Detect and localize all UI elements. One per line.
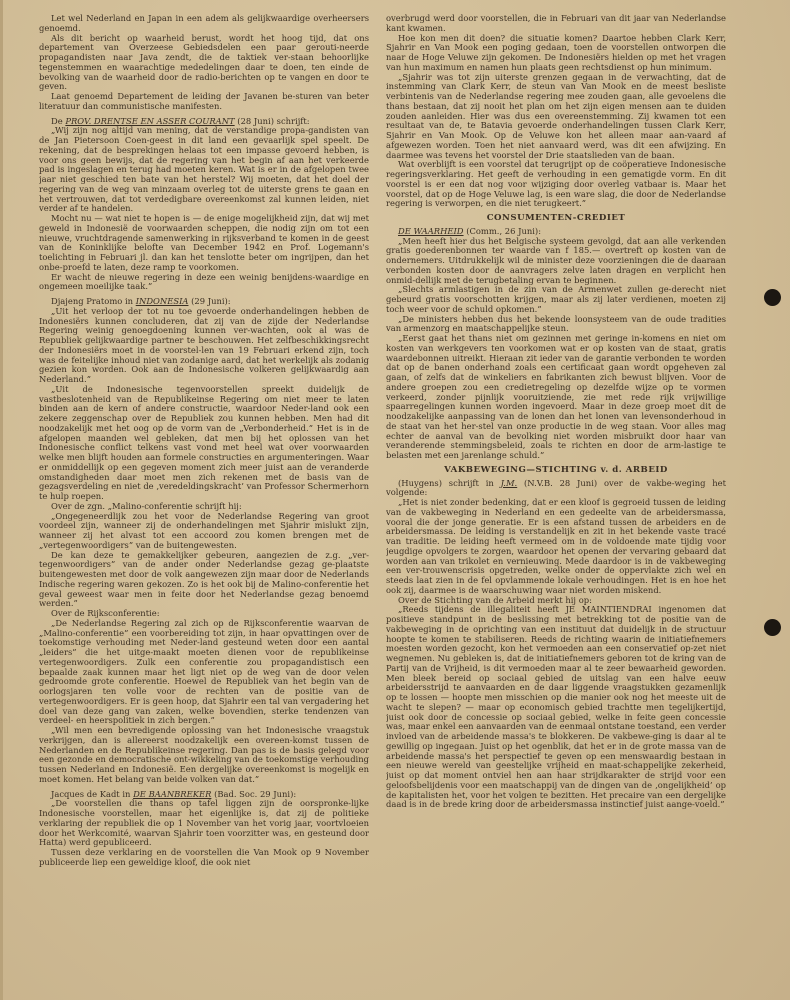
paragraph: Tussen deze verklaring en de voorstellen die Van Mook op 9 November publiceerde liep een geweldige kloof, die ook niet bbox=[39, 847, 369, 867]
publication-name: J.M. bbox=[500, 477, 518, 488]
paragraph: Laat genoemd Departement de leiding der Javanen be-sturen van beter literatuur dan communistische manifesten. bbox=[39, 91, 369, 111]
paragraph: Over de zgn. „Malino-conferentie schrijft hij: bbox=[51, 500, 242, 511]
section-heading: VAKBEWEGING—STICHTING v. d. ARBEID bbox=[444, 464, 668, 475]
paragraph: „Uit de Indonesische tegenvoorstellen spreekt duidelijk de vastbeslotenheid van de Republikeinse Regering om niet meer te laten binden aan de kern of andere constructie, waardoor Neder-land ook een zekere zeggenschap over de Republiek zou kunnen hebben. Men had dit noodzakelijk met het oog op de vorm van de „Verbonderheid.” Het is in de afgelopen maanden wel gebleken, dat men bij het oplossen van het Indonesische conflict telkens vast vond met heel wat over voorwaarden welke men blijft houden aan formele constructies en argumenteringen. Waar er onmiddellijk op een gegeven moment zich meer juist aan de veranderde omstandigheden daar moet men zich rekenen met de basis van de gezagsverdeling en niet de ‚veredeldingskracht’ van Professor Schermerhorn te hulp roepen. bbox=[39, 383, 369, 501]
page-left-edge bbox=[0, 0, 3, 1000]
paragraph: „De voorstellen die thans op tafel liggen zijn de oorspronke-lijke Indonesische voorstellen, maar het eigenlijke is, dat zij de politieke verklaring der republiek die op 1 November van het vorig jaar, voortvloeien door het Werkcomité, waarvan Sjahrir toen voorzitter was, en gesteund door Hatta) werd gepubliceerd. bbox=[39, 798, 369, 848]
punch-hole-top bbox=[764, 289, 781, 306]
left-column bbox=[39, 14, 369, 986]
paragraph: „Het is niet zonder bedenking, dat er een kloof is gegroeid tussen de leiding van de vakbeweging in Nederland en een gedeelte van de arbeidersmassa, vooral die der jonge generatie. Er is een afstand tussen de arbeiders en de arbeidersmassa. De leiding is verstandelijk en zit in het bekende vaste tracé van traditie. De leiding heeft vermeed om in de voldoende mate tijdig voor jeugdige opvolgers te zorgen, waardoor het openen der vervaring gebaard dat worden aan van trikolet en vernieuwing. Mede daardoor is in de vakbeweging een ver-trouwenscrisis opgetreden, welke onder de oppervlakte zich wel en steeds laat zien in de fel opvlammende lokale verhoudingen. Het is en hoe het ook zij, daarmee is de waarschuwing waar niet worden miskend. bbox=[386, 497, 726, 595]
paragraph: (Huygens) schrijft in J.M. (N.V.B. 28 Juni) over de vakbe-weging het volgende: bbox=[386, 477, 726, 498]
paragraph: „Wil men een bevredigende oplossing van het Indonesische vraagstuk verkrijgen, dan is allereerst noodzakelijk een overeen-komst tussen de Nederlanden en de Republikeinse regering. Dan pas is de basis gelegd voor een gezonde en democratische ont-wikkeling van de toekomstige verhouding tussen Nederland en Indonesië. Een dergelijke overeenkomst is mogelijk en moet komen. Het belang van beide volken van dat.” bbox=[39, 725, 369, 784]
paragraph: „Men heeft hier dus het Belgische systeem gevolgd, dat aan alle verkenden gratis goederenbonnen ter waarde van f 185.— overtreft op kosten van de ondernemers. Uitdrukkelijk wil de minister deze voorzieningen die de daaraan verbonden kosten door de aanvragers zelve laten dragen en verplicht hen onmid-dellijk met de terugbetaling ervan te beginnen. bbox=[386, 235, 726, 285]
paragraph: „Sjahrir was tot zijn uiterste grenzen gegaan in de verwachting, dat de instemming van Clark Kerr, de steun van Van Mook en de meest besliste verbintenis van de Nederlandse regering mee zouden gaan, alle gevoelens die thans bestaan, dat zij nooit het plan om het zijn eigen mensen aan te duiden zouden aanleiden. Hier was dus een overeenstemming. Zij kwamen tot een resultaat van de, te Batavia gevoerde onderhandelingen tussen Clark Kerr, Sjahrir en Van Mook. Op de Veluwe kon het alleen maar aan-vaard af afgewezen worden. Toen het niet aanvaard werd, was dit een afwijzing. En daarmee was tevens het voorstel der Drie staatslieden van de baan. bbox=[386, 71, 726, 160]
right-column bbox=[386, 14, 726, 986]
paragraph: „De Nederlandse Regering zal zich op de Rijksconferentie waarvan de „Malino-conferentie” een voorbereiding tot zijn, in haar opvattingen over de toekomstige verhouding met Neder-land gesteund weten door een aantal „leiders” die het uitge-maakt moeten dienen voor de republikeinse vertegenwoordigers. Zulk een conferentie zou propagandistisch een bepaalde zaak kunnen maar het ligt niet op de weg van de door velen gedroomde grote conferentie. Hoewel de Republiek van het begin van de oorlogsjaren ten volle voor de rechten van de positie van de vertegenwoordigers. Er is geen hoop, dat Sjahrir een tal van vergadering het doel van deze gang van zaken, welke bovendien, sterke tendenzen van verdeel- en heerspolitiek in zich bergen.” bbox=[39, 617, 369, 726]
paragraph: Er wacht de nieuwe regering in deze een weinig benijdens-waardige en ongemeen moeilijke taak.” bbox=[39, 271, 369, 292]
paragraph: „Slechts armlastigen in de zin van de Armenwet zullen ge-derecht niet gebeurd gratis voorschotten krijgen, maar als zij later verdienen, moeten zij toch weer voor de schuld opkomen.” bbox=[386, 284, 726, 314]
paragraph: „Uit het verloop der tot nu toe gevoerde onderhandelingen hebben de Indonesiërs kunnen concluderen, dat zij van de zijde der Nederlandse Regering weinig genoegdoening kunnen ver-wachten, ook al was de Republiek gelijkwaardige partner te beschouwen. Het zelfbeschikkingsrecht der Indonesiërs moet in de voorstel-len van 19 Februari erkend zijn, toch was de feitelijke inhoud niet van zodanige aard, dat het werkelijk als zodanig gezien kon worden. Ook aan de Indonesische volkeren gelijkwaardig aan Nederland.” bbox=[39, 305, 369, 384]
paragraph: Let wel Nederland en Japan in een adem als gelijkwaardige overheersers genoemd. bbox=[39, 14, 369, 33]
paragraph: Djajeng Pratomo in INDONESIA (29 Juni): bbox=[51, 296, 231, 306]
paragraph: De kan deze te gemakkelijker gebeuren, aangezien de z.g. „ver-tegenwoordigers” van de ander onder Nederlandse gezag ge-plaatste buitengewesten met door de volk aangewezen zijn maar door de Nederlands Indische regering waren gekozen. Zo is het ook bij de Malino-conferentie het geval geweest waar men in feite door het Nederlandse gezag benoemd werden.” bbox=[39, 549, 369, 609]
publication-name: PROV. DRENTSE EN ASSER COURANT bbox=[65, 115, 235, 126]
section-heading: CONSUMENTEN-CREDIET bbox=[486, 213, 626, 223]
paragraph: overbrugd werd door voorstellen, die in Februari van dit jaar van Nederlandse kant kwamen. bbox=[386, 14, 726, 33]
paragraph: Als dit bericht op waarheid berust, wordt het hoog tijd, dat ons departement van Overzeese Gebiedsdelen een paar gerouti-neerde propagandisten naar Java zendt, die de taktiek ver-staan behoorlijke tegenstemmen en waarachtige mededelingen daar te doen, ten einde de bevolking van de waarheid door de radio-berichten op te vangen en door te geven. bbox=[39, 32, 369, 92]
paragraph: „Reeds tijdens de illegaliteit heeft JE MAINTIENDRAI ingenomen dat positieve standpunt in de beslissing met betrekking tot de positie van de vakbeweging in de oprichting van een instituut dat duidelijk in de structuur hoopte te komen te stabiliseren. Reeds de richting waarin de initiatiefnemers moesten worden gezocht, kon het vermoeden aan een conservatief op-zet niet wegnemen. Nu gebleken is, dat de initiatiefnemers geboren tot de kring van de Partij van de Vrijheid, is dit vermoeden maar al te zeer bewaarheid geworden. Men bleek bereid op sociaal gebied de uitslag van een halve eeuw arbeidersstrijd te aanvaarden en de daar liggende vraagstukken gezamenlijk op te lossen — hoopte men misschien op die manier ook nog het meeste uit de wacht te slepen? — maar op economisch gebied trachtte men tegelijkertijd, juist ook door de concessie op sociaal gebied, welke in feite geen concessie was, maar enkel een aanvaarden van de eenmaal ontstane toestand, een verder invloed van de arbeidende massa's te blokkeren. De vakbewe-ging is daar al te gewillig op ingegaan. Juist op het ogenblik, dat het er in de grote massa van de arbeidende massa's het perspectief te geven op een menswaardig bestaan in een nieuwe wereld van geestelijke vrijheid en maat-schappelijke zekerheid, juist op dat moment ontviel hen aan haar strijdkarakter de strijd voor een geloofsbelijdenis voor een maatschappij van de dingen van de ‚ongelijkheid’ op de kapitalisten het, voor het volgen te bezitten. Het precaire van een dergelijke daad is in de brede kring door de arbeidersmassa instinctief juist aange-voeld.” bbox=[386, 604, 726, 810]
punch-hole-bottom bbox=[764, 619, 781, 636]
paragraph: Jacques de Kadt in DE BAANBREKER (Bad. Soc. 29 Juni): bbox=[51, 788, 297, 799]
paragraph: De PROV. DRENTSE EN ASSER COURANT (28 Juni) schrijft: bbox=[51, 115, 310, 126]
paragraph: „Eerst gaat het thans niet om gezinnen met geringe in-komens en niet om kosten van werkgevers ten voorkomen wat er op kosten van de staat, gratis waardebonnen uitreikt. Hieraan zit ieder van de garantie verbonden te worden dat op de banen onderhand zoals een certificaat gaan wordt opgeheven zal gaan, of zelfs dat de winkeliers en fabrikanten zich bewust blijven. Voor de andere groepen zou een credietregeling op dezelfde wijze op te vormen verkeerd, zonder pijnlijk vooruitziende, zie met rede rijk vrijwillige spaarregelingen kunnen worden ingevoerd. Maar in deze groep moet dit de noodzakelijke aanpassing van de lonen dan het lonen van levensonderhoud in de staat van het her-stel van onze productie in de weg staan. Voor alles mag echter de aanval van de bevolking niet worden misbruikt door haar van veranderende stemmingsbeleid, zoals te richten en door de arm-lastige te belasten met een jarenlange schuld.” bbox=[386, 333, 726, 460]
paragraph: „De ministers hebben dus het bekende loonsysteem van de oude tradities van armenzorg en maatschappelijke steun. bbox=[386, 313, 726, 334]
paragraph: Over de Rijksconferentie: bbox=[51, 608, 160, 618]
paragraph: „Ongegeneerdlijk zou het voor de Nederlandse Regering van groot voordeel zijn, wanneer zij de onderhandelingen met Sjahrir mislukt zijn, wanneer zij het alvast tot een accoord zou komen brengen met de „vertegenwoordigers” van de buitengewesten. bbox=[39, 510, 369, 550]
publication-name: DE BAANBREKER bbox=[133, 788, 212, 799]
paragraph: „Wij zijn nog altijd van mening, dat de verstandige propa-gandisten van de Jan Pietersoon Coen-geest in dit land een gevaarlijk spel speelt. De rekening, dat de besprekingen helaas tot een impasse gevoerd hebben, is voor ons geen bewijs, dat de regering van het begin af aan het verkeerde pad is ingeslagen en terug had moeten keren. Wat is er in de afgelopen twee jaar niet geschied ten bate van het herstel? Wij moeten, dat het doel der regering van de weg van minzaam overleg tot de uiterste grens te gaan en het vertrouwen, dat tot verdedigbare overeenkomst zal kunnen leiden, niet verder af te handelen. bbox=[39, 125, 369, 214]
paragraph: Hoe kon men dit doen? die situatie komen? Daartoe hebben Clark Kerr, Sjahrir en Van Mook een poging gedaan, toen de voorstellen ontworpen die naar de Hoge Veluwe zijn gekomen. De Indonesiërs hielden op met het vragen van hun maximum en namen hun plaats geen rechtsdienst op hun minimum. bbox=[386, 32, 726, 72]
paragraph: Wat overblijft is een voorstel dat terugrijpt op de coöperatieve Indonesische regeringsverklaring. Het geeft de verhouding in een gematigde vorm. En dit voorstel is er een dat nog voor wijziging door overleg vatbaar is. Maar het voorstel, dat op de Hoge Veluwe lag, is een ware slag, die door de Nederlandse regering is verworpen, en die niet terugkeert.” bbox=[386, 159, 726, 209]
paragraph: Over de Stichting van de Arbeid merkt hij op: bbox=[398, 594, 592, 605]
publication-name: INDONESIA bbox=[135, 296, 189, 306]
publication-name: DE WAARHEID bbox=[398, 225, 464, 236]
paragraph: DE WAARHEID (Comm., 26 Juni): bbox=[398, 225, 542, 236]
paragraph: Mocht nu — wat niet te hopen is — de enige mogelijkheid zijn, dat wij met geweld in Indonesië de voorwaarden scheppen, die nodig zijn om tot een nieuwe, vruchtdragende samenwerking in rijksverband te komen in de geest van de Koninklijke belofte van December 1942 en Prof. Logemann's toelichting in Februari jl. dan kan het tenslotte beter om ingrijpen, dan het onbe-proefd te laten, deze ramp te voorkomen. bbox=[39, 213, 369, 272]
